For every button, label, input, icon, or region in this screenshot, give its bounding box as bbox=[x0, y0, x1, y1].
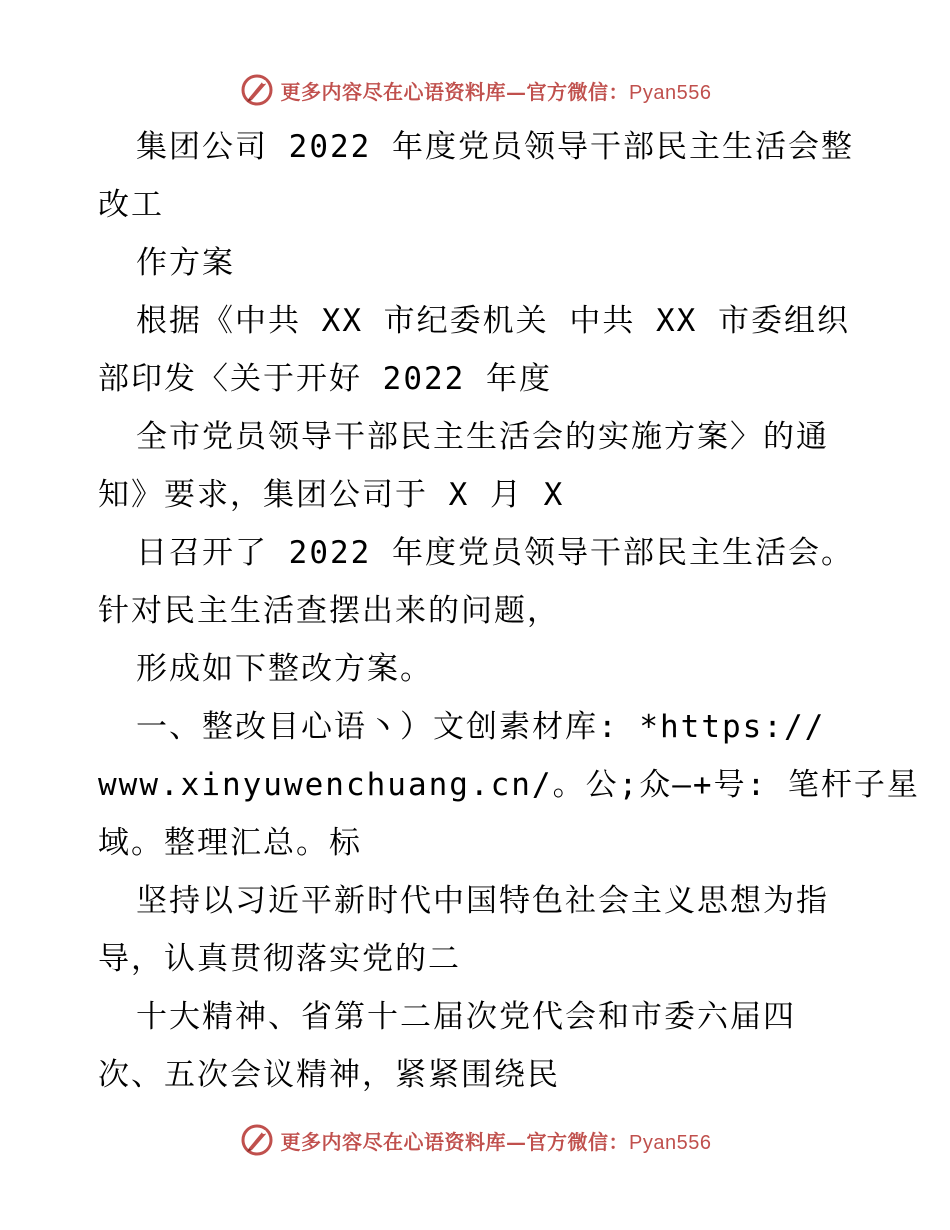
text-line: www.xinyuwenchuang.cn/。公;众—+号: 笔杆子星 bbox=[98, 767, 920, 803]
text-line: 针对民主生活查摆出来的问题， bbox=[98, 593, 560, 629]
footer-watermark bbox=[0, 1120, 950, 1160]
text-line: 根据《中共 XX 市纪委机关 中共 XX 市委组织 bbox=[136, 303, 850, 339]
text-line: 部印发〈关于开好 2022 年度 bbox=[98, 361, 552, 397]
watermark-text-latin: Pyan556 bbox=[629, 1131, 712, 1154]
watermark-text bbox=[281, 76, 712, 105]
text-line: 知》要求，集团公司于 X 月 X bbox=[98, 477, 565, 513]
text-line: 日召开了 2022 年度党员领导干部民主生活会。 bbox=[136, 535, 854, 571]
text-line: 一、整改目心语丶）文创素材库: *https:// bbox=[136, 709, 826, 745]
text-line: 全市党员领导干部民主生活会的实施方案〉的通 bbox=[136, 419, 829, 455]
watermark-text-cn: 更多内容尽在心语资料库—官方微信： bbox=[280, 1129, 630, 1154]
header-watermark bbox=[0, 70, 950, 110]
watermark-text-cn: 更多内容尽在心语资料库—官方微信： bbox=[280, 79, 630, 104]
text-line: 集团公司 2022 年度党员领导干部民主生活会整 bbox=[136, 129, 854, 165]
quill-pen-logo-icon bbox=[239, 72, 275, 108]
text-line: 十大精神、省第十二届次党代会和市委六届四 bbox=[136, 999, 796, 1035]
quill-pen-logo-icon bbox=[239, 1122, 275, 1158]
text-line: 导，认真贯彻落实党的二 bbox=[98, 941, 461, 977]
watermark-text bbox=[281, 1126, 712, 1155]
text-line: 坚持以习近平新时代中国特色社会主义思想为指 bbox=[136, 883, 829, 919]
text-line: 域。整理汇总。标 bbox=[98, 825, 362, 861]
text-line: 形成如下整改方案。 bbox=[136, 651, 433, 687]
watermark-text-latin: Pyan556 bbox=[629, 81, 712, 104]
document-body bbox=[98, 118, 920, 1104]
text-line: 改工 bbox=[98, 187, 164, 223]
text-line: 次、五次会议精神，紧紧围绕民 bbox=[98, 1057, 560, 1093]
text-line: 作方案 bbox=[136, 245, 235, 281]
